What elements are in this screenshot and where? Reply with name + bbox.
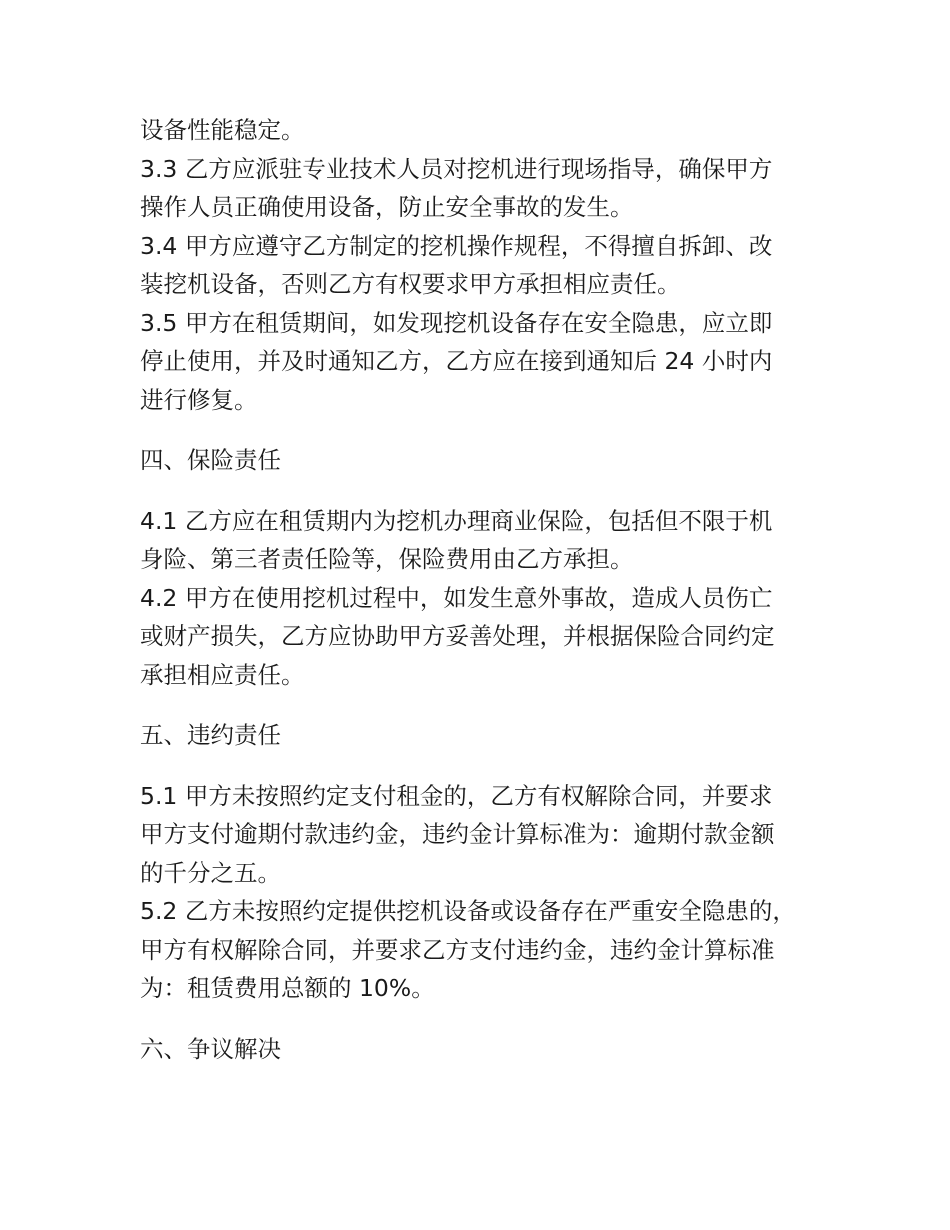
paragraph-3-4 — [140, 227, 820, 304]
paragraph-3-3 — [140, 150, 820, 227]
text-line: 操作人员正确使用设备，防止安全事故的发生。 — [140, 193, 634, 221]
section-heading-4 — [140, 441, 820, 480]
text-line: 为：租赁费用总额的 10%。 — [140, 974, 435, 1002]
text-line: 承担相应责任。 — [140, 660, 305, 689]
text-line: 4.1 乙方应在租赁期内为挖机办理商业保险，包括但不限于机 — [140, 506, 773, 535]
document-body — [140, 111, 820, 1090]
text-line: 3.4 甲方应遵守乙方制定的挖机操作规程，不得擅自拆卸、改 — [140, 231, 773, 260]
text-line: 装挖机设备，否则乙方有权要求甲方承担相应责任。 — [140, 270, 681, 298]
paragraph-4-1 — [140, 502, 820, 579]
text-line: 的千分之五。 — [140, 858, 281, 887]
text-line: 设备性能稳定。 — [140, 116, 305, 144]
heading-text: 四、保险责任 — [140, 446, 281, 474]
text-line: 5.2 乙方未按照约定提供挖机设备或设备存在严重安全隐患的， — [140, 897, 796, 925]
heading-text: 五、违约责任 — [140, 721, 281, 749]
paragraph-3-2-end — [140, 111, 820, 150]
paragraph-5-1 — [140, 777, 820, 893]
text-line: 身险、第三者责任险等，保险费用由乙方承担。 — [140, 545, 634, 573]
text-line: 3.3 乙方应派驻专业技术人员对挖机进行现场指导，确保甲方 — [140, 154, 773, 183]
text-line: 3.5 甲方在租赁期间，如发现挖机设备存在安全隐患，应立即 — [140, 308, 773, 337]
section-heading-5 — [140, 716, 820, 755]
text-line: 或财产损失，乙方应协助甲方妥善处理，并根据保险合同约定 — [140, 622, 775, 650]
section-heading-6 — [140, 1030, 820, 1069]
text-line: 甲方支付逾期付款违约金，违约金计算标准为：逾期付款金额 — [140, 820, 775, 848]
paragraph-4-2 — [140, 579, 820, 695]
heading-text: 六、争议解决 — [140, 1034, 281, 1063]
text-line: 5.1 甲方未按照约定支付租金的，乙方有权解除合同，并要求 — [140, 781, 773, 810]
text-line: 4.2 甲方在使用挖机过程中，如发生意外事故，造成人员伤亡 — [140, 583, 773, 612]
paragraph-5-2 — [140, 892, 820, 1008]
paragraph-3-5 — [140, 304, 820, 420]
text-line: 进行修复。 — [140, 385, 258, 414]
text-line: 停止使用，并及时通知乙方，乙方应在接到通知后 24 小时内 — [140, 347, 773, 375]
text-line: 甲方有权解除合同，并要求乙方支付违约金，违约金计算标准 — [140, 935, 775, 964]
